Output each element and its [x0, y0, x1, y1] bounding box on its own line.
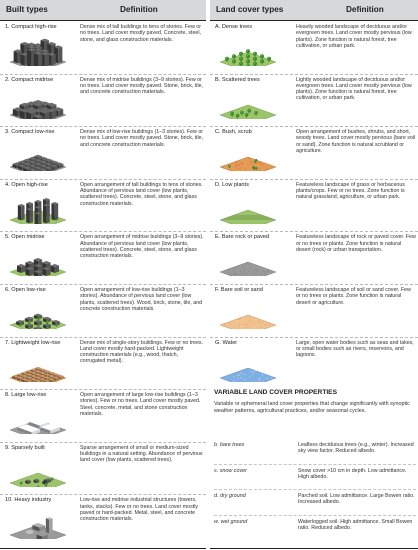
row-separator	[210, 231, 418, 232]
built-type-illustration	[8, 244, 68, 276]
built-type-definition: Open arrangement of midrise buildings (3–9 stories). Abundance of pervious land cover (low plants, scattered trees). Concrete, steel, stone, and glass construction materials.	[80, 234, 204, 260]
land-cover-illustration	[218, 244, 278, 276]
row-separator	[0, 494, 206, 495]
row-separator	[0, 389, 206, 390]
built-type-illustration	[8, 455, 68, 487]
land-cover-row	[210, 284, 418, 337]
land-cover-heading: Land cover types	[216, 5, 284, 14]
variable-property-definition: Waterlogged soil. High admittance. Small Bowen ratio. Reduced albedo.	[298, 518, 413, 531]
land-cover-definition: Featureless landscape of rock or paved cover. Few or no trees or plants. Zone function is natural desert (rock) or urban transportation.	[296, 234, 416, 253]
built-type-definition: Sparse arrangement of small or medium-sized buildings in a natural setting. Abundance of pervious land cover (low plants, scattered trees).	[80, 444, 203, 464]
land-bottom-rule	[210, 548, 418, 549]
land-cover-illustration	[218, 192, 278, 224]
land-cover-header	[210, 0, 418, 20]
land-cover-illustration	[218, 87, 278, 119]
row-separator	[0, 284, 206, 285]
row-separator	[210, 74, 418, 75]
built-type-row	[0, 126, 206, 179]
land-cover-label: A. Dense trees	[215, 24, 252, 30]
land-cover-label: F. Bare soil or sand	[215, 287, 263, 293]
land-cover-row	[210, 179, 418, 232]
land-cover-illustration	[218, 139, 278, 171]
variable-property-label: s. snow cover	[214, 467, 247, 474]
built-type-definition: Dense mix of tall buildings to tens of stories. Few or no trees. Land cover mostly paved. Concrete, steel, stone, and glass construction materials.	[80, 24, 202, 43]
built-type-row	[0, 284, 206, 337]
row-separator	[210, 337, 418, 338]
built-type-definition: Dense mix of low-rise buildings (1–3 stories). Few or no trees. Land cover mostly paved. Stone, brick, tile, and concrete construction materials.	[80, 129, 204, 148]
variable-property-label: d. dry ground	[214, 493, 246, 499]
variable-property-label: b. bare trees	[214, 442, 245, 448]
built-type-definition: Low-rise and midrise industrial structures (towers, tanks, stacks). Few or no trees. Land cover mostly paved or hard-packed. Metal, steel, and concrete construction materials.	[80, 497, 199, 523]
land-cover-row	[210, 126, 418, 179]
row-separator	[0, 337, 206, 338]
variable-property-definition: Parched soil. Low admittance. Large Bowen ratio. Increased albedo.	[298, 493, 415, 506]
land-cover-illustration	[218, 34, 278, 66]
built-type-illustration	[8, 507, 68, 539]
row-separator	[214, 515, 416, 516]
built-type-label: 7. Lightweight low-rise	[5, 339, 61, 346]
built-type-label: 3. Compact low-rise	[5, 129, 55, 136]
built-type-illustration	[8, 139, 68, 171]
built-type-definition: Dense mix of single-story buildings. Few or no trees. Land cover mostly hard-packed. Lightweight construction materials (e.g., wood, thatch, corrugated metal).	[80, 339, 204, 365]
row-separator	[210, 179, 418, 180]
built-type-row	[0, 179, 206, 232]
land-cover-definition: Heavily wooded landscape of deciduous and/or evergreen trees. Land cover mostly pervious (low plants). Zone function is natural forest, tree cultivation, or urban park.	[296, 24, 412, 49]
land-cover-illustration	[218, 350, 278, 382]
built-types-heading: Built types	[6, 5, 48, 14]
land-cover-label: E. Bare rock or paved	[215, 234, 270, 241]
variable-properties-title: VARIABLE LAND COVER PROPERTIES	[214, 389, 337, 396]
built-types-panel	[0, 0, 206, 550]
built-type-label: 8. Large low-rise	[5, 392, 47, 399]
variable-property-label: w. wet ground	[214, 518, 248, 525]
row-separator	[0, 442, 206, 443]
built-type-label: 1. Compact high-rise	[5, 24, 57, 30]
built-type-label: 5. Open midrise	[5, 234, 45, 241]
land-cover-row	[210, 231, 418, 284]
row-separator	[0, 179, 206, 180]
land-cover-row	[210, 74, 418, 127]
built-type-row	[0, 442, 206, 495]
land-cover-label: C. Bush, scrub	[215, 129, 252, 136]
built-type-label: 9. Sparsely built	[5, 444, 45, 451]
built-type-row	[0, 337, 206, 390]
variable-properties-description: Variable or ephemeral land cover properties that change significantly with synoptic weather patterns, agricultural practices, and/or seasonal cycles.	[214, 401, 410, 414]
land-cover-illustration	[218, 297, 278, 329]
built-type-illustration	[8, 34, 68, 66]
land-cover-definition: Featureless landscape of grass or herbaceous plants/crops. Few or no trees. Zone function is natural grassland, agriculture, or urban park.	[296, 181, 405, 201]
built-type-row	[0, 494, 206, 547]
row-separator	[214, 489, 416, 490]
built-type-definition: Dense mix of midrise buildings (3–9 stories). Few or no trees. Land cover mostly paved. Stone, brick, tile, and concrete construction materials.	[80, 76, 204, 96]
land-cover-definition: Lightly wooded landscape of deciduous and/or evergreen trees. Land cover mostly pervious (low plants). Zone function is natural forest, tree cultivation, or urban park.	[296, 76, 412, 102]
built-type-row	[0, 21, 206, 74]
built-type-illustration	[8, 297, 68, 329]
built-type-label: 2. Compact midrise	[5, 76, 54, 83]
land-cover-definition: Large, open water bodies such as seas and lakes, or small bodies such as rivers, reservoirs, and lagoons.	[296, 339, 414, 359]
land-cover-label: D. Low plants	[215, 181, 249, 188]
built-type-definition: Open arrangement of tall buildings to tens of stories. Abundance of pervious land cover (low plants, scattered trees). Concrete, steel, stone, and glass construction materials.	[80, 181, 203, 207]
built-type-definition: Open arrangement of low-rise buildings (1–3 stories). Abundance of pervious land cover (low plants, scattered trees). Wood, brick, stone, tile, and concrete construction materials.	[80, 287, 203, 312]
built-type-illustration	[8, 350, 68, 382]
built-definition-heading: Definition	[120, 5, 158, 14]
built-types-header	[0, 0, 206, 20]
built-bottom-rule	[0, 548, 206, 549]
built-type-label: 6. Open low-rise	[5, 287, 46, 293]
built-type-row	[0, 389, 206, 442]
built-type-illustration	[8, 402, 68, 434]
land-cover-panel	[210, 0, 418, 550]
row-separator	[210, 126, 418, 127]
land-cover-label: B. Scattered trees	[215, 76, 260, 83]
built-type-row	[0, 231, 206, 284]
built-type-label: 4. Open high-rise	[5, 181, 48, 188]
built-type-row	[0, 74, 206, 127]
row-separator	[0, 231, 206, 232]
row-separator	[214, 464, 416, 465]
built-type-label: 10. Heavy industry	[5, 497, 52, 504]
row-separator	[0, 74, 206, 75]
row-separator	[210, 284, 418, 285]
built-type-illustration	[8, 87, 68, 119]
land-definition-heading: Definition	[346, 5, 384, 14]
land-cover-row	[210, 21, 418, 74]
land-cover-label: G. Water	[215, 339, 238, 346]
variable-property-definition: Snow cover >10 cm in depth. Low admittance. High albedo.	[298, 467, 407, 480]
land-cover-definition: Featureless landscape of soil or sand cover. Few or no trees or plants. Zone function is natural desert or agriculture.	[296, 287, 411, 306]
built-type-definition: Open arrangement of large low-rise buildings (1–3 stories). Few or no trees. Land cover mostly paved. Steel, concrete, metal, and stone construction materials.	[80, 392, 201, 418]
row-separator	[0, 126, 206, 127]
built-type-illustration	[8, 192, 68, 224]
land-cover-definition: Open arrangement of bushes, shrubs, and short, woody trees. Land cover mostly pervious (bare soil or sand). Zone function is natural scrubland or agriculture.	[296, 129, 416, 155]
land-cover-row	[210, 337, 418, 390]
variable-property-definition: Leafless deciduous trees (e.g., winter). Increased sky view factor. Reduced albedo.	[298, 442, 414, 455]
